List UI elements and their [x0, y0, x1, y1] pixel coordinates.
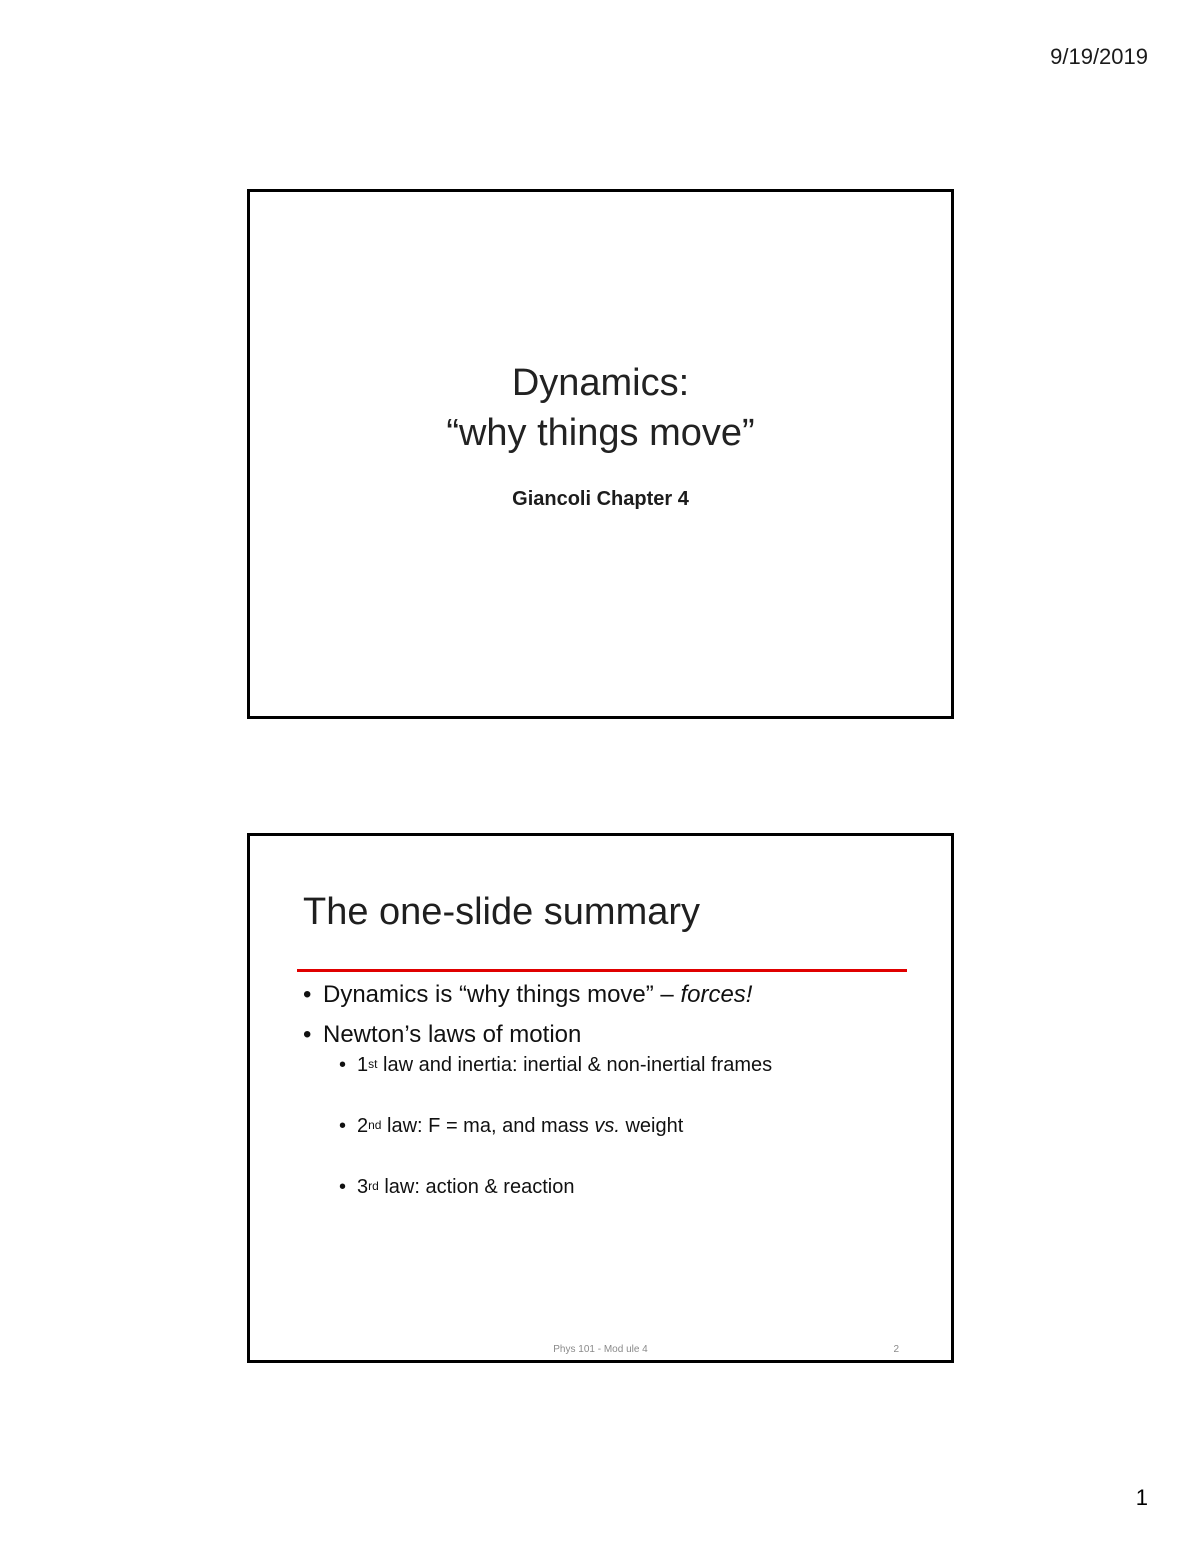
bullet-newtons-laws-text: Newton’s laws of motion: [323, 1021, 582, 1048]
page-date: 9/19/2019: [1050, 44, 1148, 69]
bullet-list: [303, 980, 921, 1235]
sub-bullet-list: [303, 1052, 921, 1200]
second-law-text-before: law: F = ma, and mass: [381, 1115, 595, 1137]
bullet-newtons-laws: [303, 1020, 921, 1200]
slide-1-title-block: [250, 358, 951, 511]
second-law-ordinal: 2: [357, 1115, 369, 1137]
bullet-marker: •: [303, 1021, 312, 1048]
sub-bullet-second-law: [339, 1113, 921, 1139]
bullet-dynamics-text: Dynamics is “why things move” –: [323, 981, 681, 1008]
first-law-ordinal: 1: [357, 1054, 369, 1076]
bullet-dynamics-emphasis: forces!: [680, 981, 753, 1008]
first-law-suffix: st: [368, 1057, 378, 1071]
slide-2-title: The one-slide summary: [303, 891, 701, 933]
third-law-ordinal: 3: [357, 1176, 369, 1198]
sub-bullet-first-law: [339, 1052, 921, 1078]
slide-footer-course: Phys 101 - Mod ule 4: [553, 1344, 648, 1355]
slide-1: [247, 189, 954, 719]
bullet-marker: •: [303, 981, 312, 1008]
second-law-suffix: nd: [368, 1118, 382, 1132]
sub-bullet-marker: •: [339, 1115, 347, 1137]
second-law-emphasis: vs.: [594, 1115, 620, 1137]
second-law-text-after: weight: [619, 1115, 684, 1137]
third-law-text: law: action & reaction: [378, 1176, 575, 1198]
title-underline-rule: [297, 969, 907, 972]
slide-1-title-line-2: “why things move”: [446, 412, 755, 454]
slide-1-subtitle: Giancoli Chapter 4: [512, 488, 689, 510]
sub-bullet-marker: •: [339, 1176, 347, 1198]
sub-bullet-third-law: [339, 1174, 921, 1200]
first-law-text: law and inertia: inertial & non-inertial frames: [377, 1054, 773, 1076]
page-number: 1: [1135, 1485, 1148, 1510]
slide-2: [247, 833, 954, 1363]
bullet-dynamics: [303, 980, 921, 1010]
slide-1-title-line-1: Dynamics:: [511, 362, 690, 404]
third-law-suffix: rd: [368, 1179, 379, 1193]
sub-bullet-marker: •: [339, 1054, 347, 1076]
slide-number: 2: [893, 1344, 899, 1355]
